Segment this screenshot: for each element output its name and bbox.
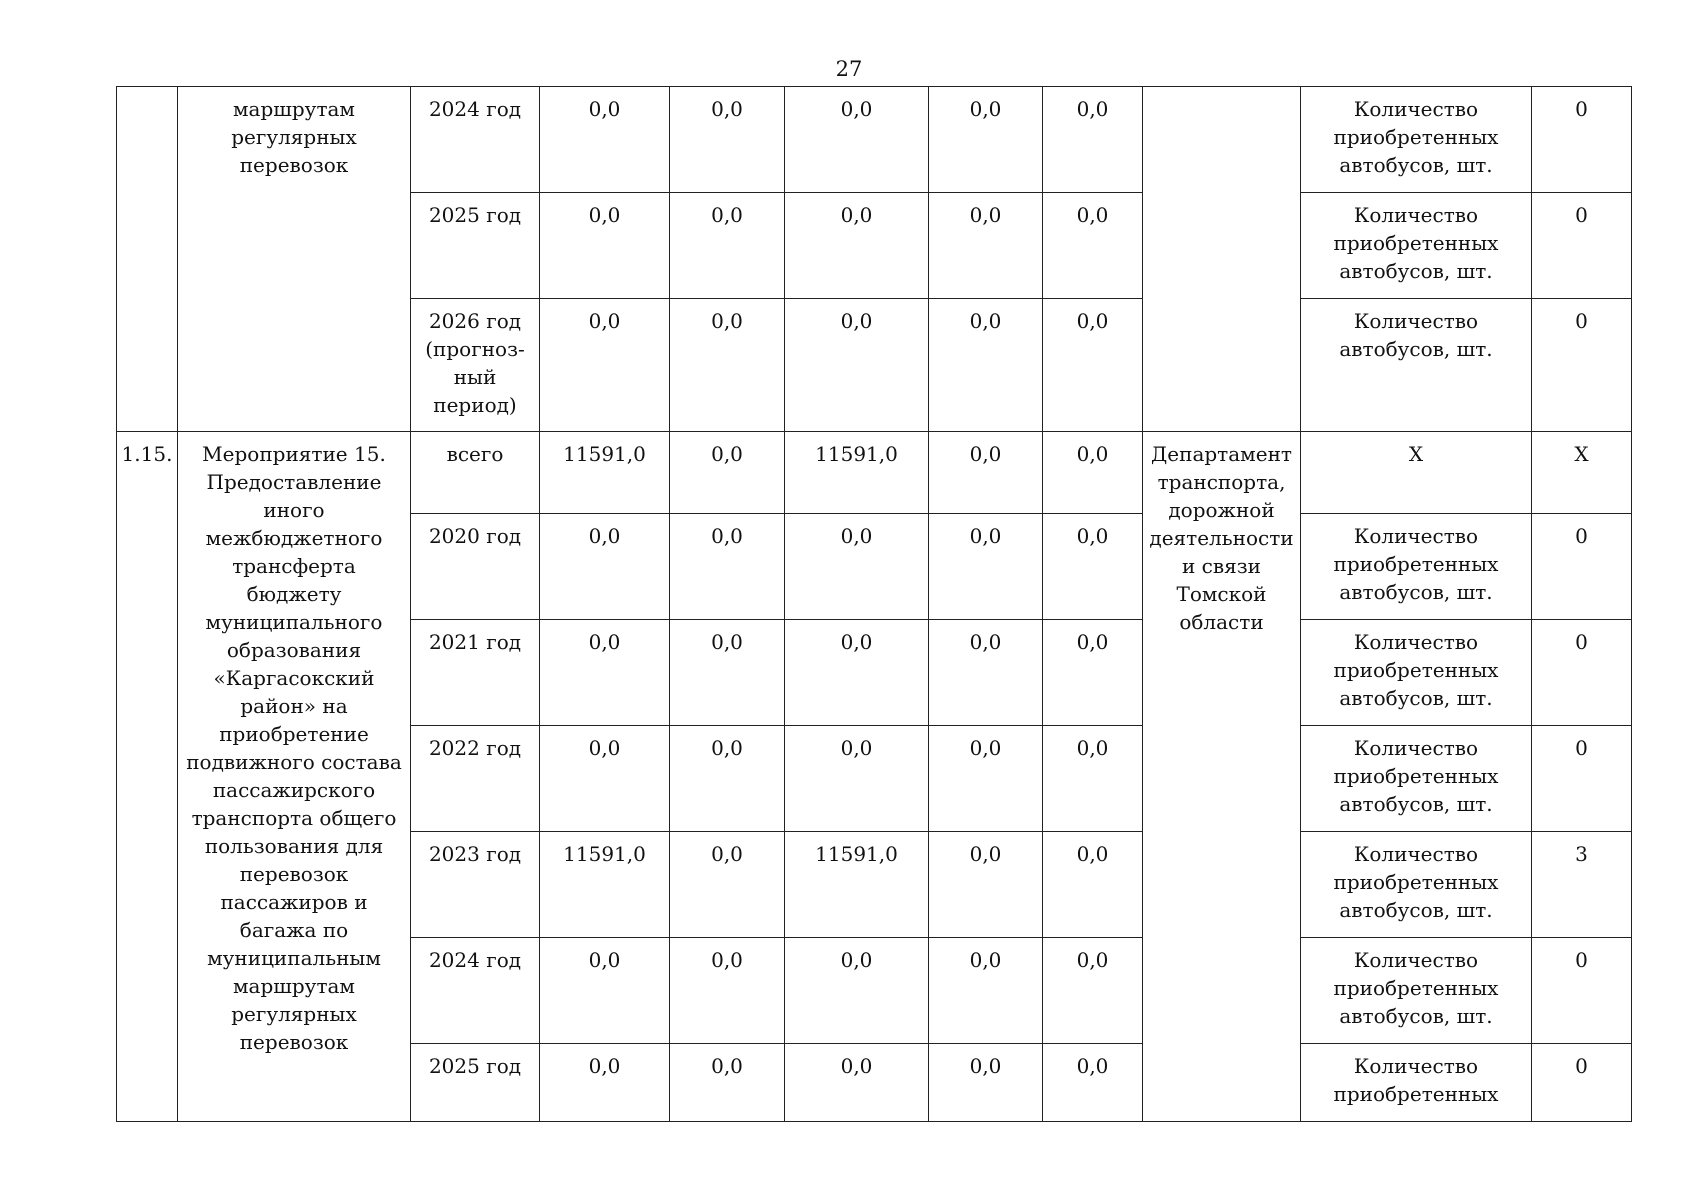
period-cell: 2023 год	[411, 832, 540, 938]
value-cell: 0,0	[929, 87, 1043, 193]
indicator-cell: Количество приобретенных автобусов, шт.	[1301, 87, 1532, 193]
value-cell: 0,0	[1043, 87, 1143, 193]
value-cell: 11591,0	[540, 432, 670, 514]
indicator-cell: Количество приобретенных автобусов, шт.	[1301, 514, 1532, 620]
row-number-cell	[117, 87, 178, 432]
value-cell: 0,0	[540, 87, 670, 193]
value-cell: 0,0	[1043, 832, 1143, 938]
target-value-cell: 0	[1532, 514, 1632, 620]
department-cell	[1143, 87, 1301, 432]
period-cell: 2024 год	[411, 938, 540, 1044]
value-cell: 0,0	[785, 938, 929, 1044]
indicator-cell: Количество приобретенных автобусов, шт.	[1301, 726, 1532, 832]
period-cell: 2025 год	[411, 1044, 540, 1122]
period-cell: 2021 год	[411, 620, 540, 726]
page-number: 27	[835, 57, 863, 81]
indicator-cell: Х	[1301, 432, 1532, 514]
period-cell: 2024 год	[411, 87, 540, 193]
value-cell: 0,0	[1043, 1044, 1143, 1122]
table-row	[117, 432, 1632, 514]
target-value-cell: 0	[1532, 726, 1632, 832]
program-table	[116, 86, 1632, 1122]
value-cell: 0,0	[540, 938, 670, 1044]
value-cell: 0,0	[929, 726, 1043, 832]
value-cell: 0,0	[540, 193, 670, 299]
value-cell: 0,0	[670, 620, 785, 726]
value-cell: 0,0	[1043, 620, 1143, 726]
period-cell: 2020 год	[411, 514, 540, 620]
indicator-cell: Количество приобретенных автобусов, шт.	[1301, 832, 1532, 938]
target-value-cell: 0	[1532, 620, 1632, 726]
value-cell: 0,0	[670, 87, 785, 193]
value-cell: 0,0	[785, 514, 929, 620]
value-cell: 0,0	[929, 514, 1043, 620]
value-cell: 0,0	[670, 514, 785, 620]
value-cell: 0,0	[670, 432, 785, 514]
value-cell: 0,0	[670, 938, 785, 1044]
target-value-cell: 0	[1532, 938, 1632, 1044]
indicator-cell: Количество автобусов, шт.	[1301, 299, 1532, 432]
value-cell: 0,0	[929, 432, 1043, 514]
value-cell: 0,0	[540, 514, 670, 620]
value-cell: 0,0	[929, 1044, 1043, 1122]
value-cell: 0,0	[929, 832, 1043, 938]
measure-description: маршрутам регулярных перевозок	[178, 87, 411, 432]
value-cell: 0,0	[1043, 432, 1143, 514]
value-cell: 0,0	[1043, 514, 1143, 620]
value-cell: 0,0	[540, 726, 670, 832]
period-cell: 2025 год	[411, 193, 540, 299]
value-cell: 0,0	[785, 299, 929, 432]
value-cell: 0,0	[929, 620, 1043, 726]
value-cell: 0,0	[785, 726, 929, 832]
period-cell: 2022 год	[411, 726, 540, 832]
value-cell: 0,0	[785, 620, 929, 726]
value-cell: 0,0	[670, 832, 785, 938]
value-cell: 0,0	[1043, 938, 1143, 1044]
period-cell: 2026 год (прогноз-ный период)	[411, 299, 540, 432]
target-value-cell: 0	[1532, 87, 1632, 193]
target-value-cell: 3	[1532, 832, 1632, 938]
measure-description: Мероприятие 15. Предоставление иного межбюджетного трансферта бюджету муниципального образования «Каргасокский район» на приобретение подвижного состава пассажирского транспорта общего пользования для перевозок пассажиров и багажа по муниципальным маршрутам регулярных перевозок	[178, 432, 411, 1122]
value-cell: 0,0	[670, 1044, 785, 1122]
value-cell: 0,0	[540, 620, 670, 726]
department-cell: Департамент транспорта, дорожной деятельности и связи Томской области	[1143, 432, 1301, 1122]
indicator-cell: Количество приобретенных автобусов, шт.	[1301, 193, 1532, 299]
target-value-cell: 0	[1532, 193, 1632, 299]
value-cell: 0,0	[670, 299, 785, 432]
value-cell: 0,0	[540, 299, 670, 432]
value-cell: 0,0	[785, 193, 929, 299]
value-cell: 0,0	[540, 1044, 670, 1122]
indicator-cell: Количество приобретенных	[1301, 1044, 1532, 1122]
value-cell: 11591,0	[785, 832, 929, 938]
value-cell: 0,0	[929, 938, 1043, 1044]
period-cell: всего	[411, 432, 540, 514]
value-cell: 0,0	[1043, 726, 1143, 832]
value-cell: 0,0	[670, 193, 785, 299]
value-cell: 0,0	[785, 87, 929, 193]
target-value-cell: 0	[1532, 299, 1632, 432]
value-cell: 0,0	[1043, 193, 1143, 299]
value-cell: 11591,0	[540, 832, 670, 938]
value-cell: 0,0	[929, 299, 1043, 432]
measure-number: 1.15.	[117, 432, 178, 1122]
table-row	[117, 87, 1632, 193]
indicator-cell: Количество приобретенных автобусов, шт.	[1301, 938, 1532, 1044]
value-cell: 0,0	[785, 1044, 929, 1122]
value-cell: 0,0	[670, 726, 785, 832]
target-value-cell: Х	[1532, 432, 1632, 514]
value-cell: 11591,0	[785, 432, 929, 514]
value-cell: 0,0	[1043, 299, 1143, 432]
target-value-cell: 0	[1532, 1044, 1632, 1122]
value-cell: 0,0	[929, 193, 1043, 299]
indicator-cell: Количество приобретенных автобусов, шт.	[1301, 620, 1532, 726]
